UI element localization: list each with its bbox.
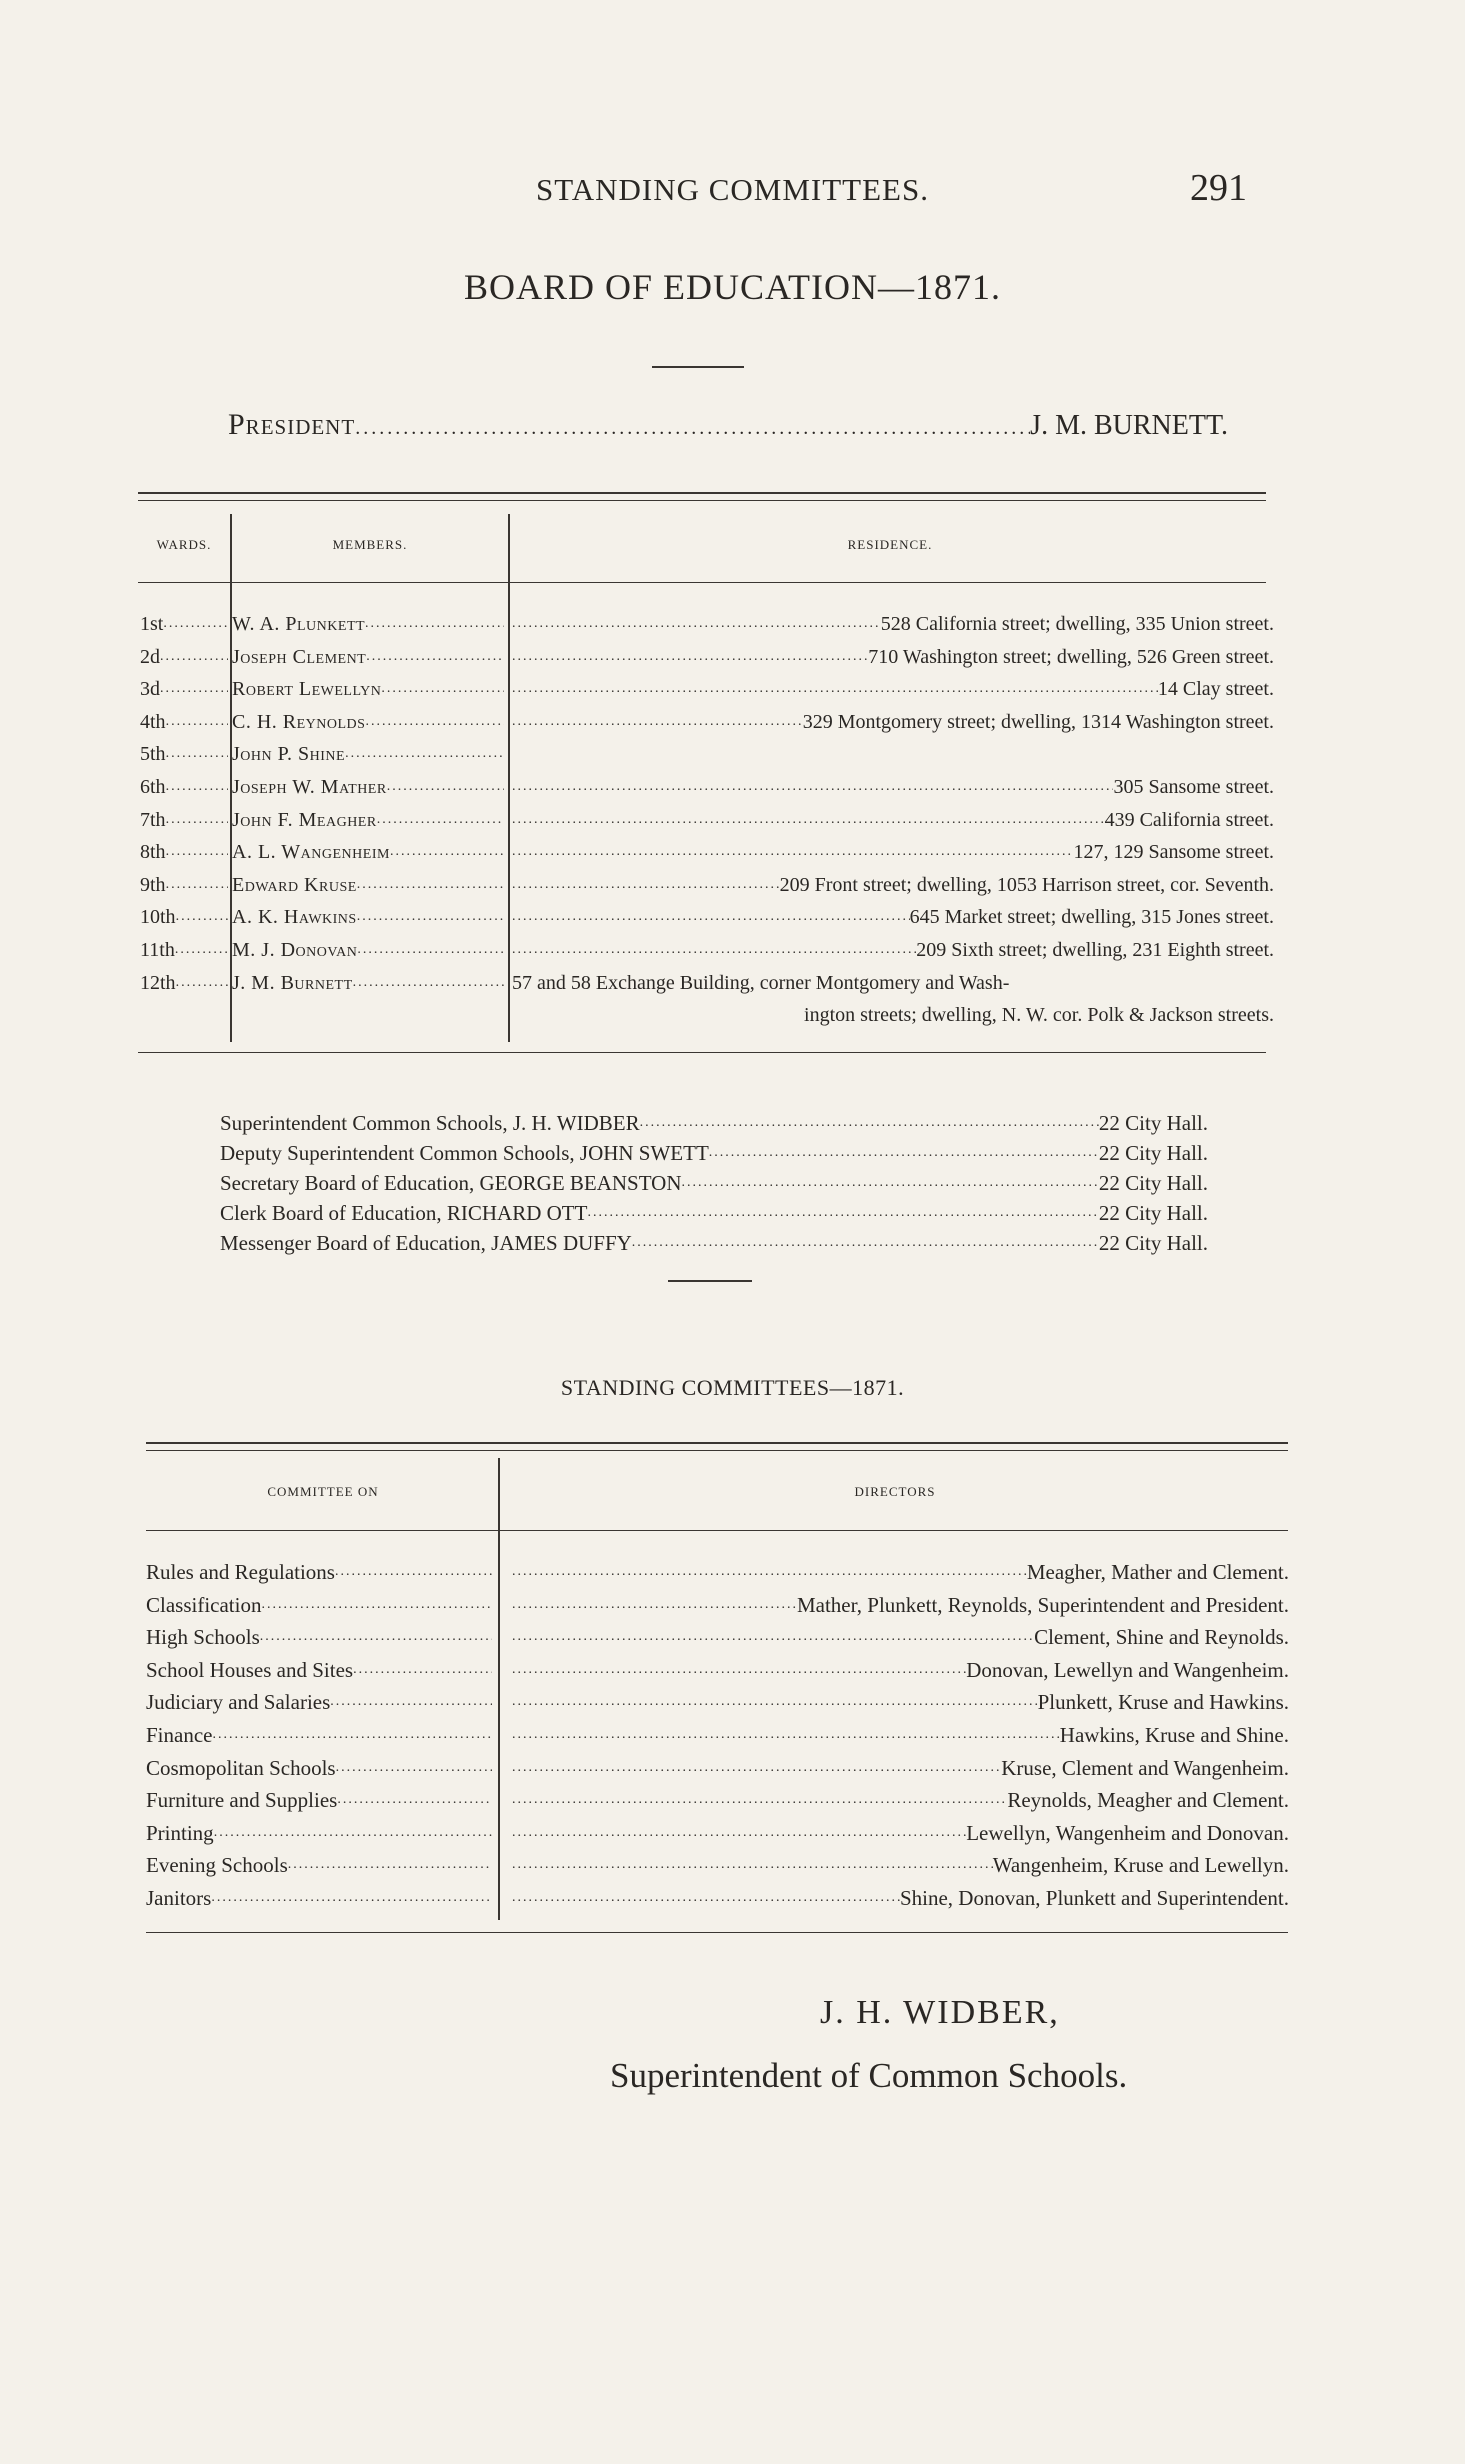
- ward-label: 1st: [140, 613, 164, 635]
- committee-name: Cosmopolitan Schools: [146, 1755, 336, 1780]
- residence-text: 14 Clay street.: [1157, 678, 1274, 701]
- residence-text: 710 Washington street; dwelling, 526 Green street.: [868, 645, 1274, 668]
- leader-dots: [632, 1228, 1099, 1258]
- leader-dots: [512, 771, 1113, 803]
- ward-label: 10th: [140, 906, 176, 929]
- committee-row: [146, 1621, 492, 1653]
- directors-names: Mather, Plunkett, Reynolds, Superintendent and President.: [796, 1592, 1289, 1617]
- ward-label: 11th: [140, 939, 175, 961]
- directors-names: Hawkins, Kruse and Shine.: [1059, 1723, 1289, 1747]
- committee-row: [146, 1589, 492, 1621]
- directors-row: [512, 1849, 1289, 1881]
- members-column-divider-2: [508, 514, 510, 1042]
- committee-row: [146, 1654, 492, 1686]
- directors-row: [512, 1784, 1289, 1816]
- officer-address: 22 City Hall.: [1098, 1231, 1208, 1255]
- page-title: BOARD OF EDUCATION—1871.: [463, 267, 1002, 307]
- leader-dots: [166, 706, 228, 738]
- leader-dots: [512, 901, 910, 933]
- leader-dots: [211, 1882, 492, 1914]
- directors-names: Plunkett, Kruse and Hawkins.: [1037, 1690, 1289, 1715]
- committee-name: Finance: [146, 1723, 213, 1747]
- leader-dots: [682, 1168, 1099, 1198]
- leader-dots: [512, 1882, 900, 1914]
- leader-dots: [709, 1138, 1099, 1168]
- members-header-residence: RESIDENCE.: [847, 537, 933, 552]
- committee-name: School Houses and Sites: [146, 1657, 354, 1682]
- table-row-residence: [512, 804, 1274, 836]
- directors-names: Donovan, Lewellyn and Wangenheim.: [966, 1657, 1289, 1682]
- residence-line-2: ington streets; dwelling, N. W. cor. Polk & Jackson streets.: [804, 1003, 1274, 1026]
- table-row-ward: [140, 901, 228, 933]
- president-name: J. M. BURNETT.: [1030, 410, 1228, 441]
- directors-row: [512, 1882, 1289, 1914]
- committees-table-top-rule: [146, 1442, 1288, 1444]
- table-row-ward: [140, 608, 228, 640]
- table-row-residence: [512, 608, 1274, 640]
- leader-dots: [512, 1589, 797, 1621]
- officer-row: [220, 1168, 1208, 1198]
- table-row-member: [232, 771, 504, 803]
- table-row-member: [232, 673, 504, 705]
- leader-dots: [357, 934, 504, 966]
- directors-names: Wangenheim, Kruse and Lewellyn.: [992, 1853, 1289, 1878]
- table-row-member: [232, 967, 504, 999]
- table-row-residence: [512, 673, 1274, 705]
- leader-dots: [377, 804, 504, 836]
- ward-label: 5th: [140, 743, 166, 766]
- leader-dots: [512, 934, 916, 966]
- officers-divider: [668, 1280, 752, 1282]
- officer-row: [220, 1228, 1208, 1258]
- leader-dots: [288, 1849, 492, 1881]
- table-row-residence: [512, 869, 1274, 901]
- member-name: John F. Meagher: [232, 808, 377, 831]
- committees-column-divider: [498, 1458, 500, 1920]
- table-row-residence: [512, 641, 1274, 673]
- member-name: W. A. Plunkett: [232, 613, 366, 635]
- ward-label: 7th: [140, 808, 166, 831]
- table-row-member: [232, 804, 504, 836]
- directors-names: Shine, Donovan, Plunkett and Superintendent.: [899, 1886, 1289, 1910]
- leader-dots: [357, 901, 504, 933]
- leader-dots: [512, 1556, 1027, 1588]
- directors-names: Meagher, Mather and Clement.: [1026, 1560, 1289, 1584]
- leader-dots: [176, 901, 228, 933]
- member-name: A. L. Wangenheim: [232, 841, 390, 864]
- committees-header-directors: DIRECTORS: [854, 1484, 936, 1499]
- committee-name: Printing: [146, 1820, 214, 1845]
- committee-name: Evening Schools: [146, 1853, 288, 1878]
- officer-row: [220, 1198, 1208, 1228]
- member-name: Joseph Clement: [232, 645, 367, 668]
- directors-row: [512, 1817, 1289, 1849]
- table-row-ward: [140, 804, 228, 836]
- residence-text: 209 Front street; dwelling, 1053 Harrison street, cor. Seventh.: [779, 873, 1274, 896]
- leader-dots: [166, 804, 228, 836]
- leader-dots: [512, 608, 881, 640]
- committee-name: High Schools: [146, 1625, 260, 1650]
- member-name: A. K. Hawkins: [232, 906, 357, 929]
- leader-dots: [176, 967, 228, 999]
- table-row-residence: [512, 836, 1274, 868]
- leader-dots: [175, 934, 228, 966]
- table-row-ward: [140, 738, 228, 770]
- residence-text: 305 Sansome street.: [1113, 776, 1274, 798]
- member-name: C. H. Reynolds: [232, 710, 366, 733]
- leader-dots: [587, 1198, 1098, 1228]
- ward-label: 2d: [140, 645, 160, 668]
- leader-dots: [366, 641, 504, 673]
- directors-names: Clement, Shine and Reynolds.: [1034, 1625, 1289, 1650]
- officer-address: 22 City Hall.: [1098, 1171, 1208, 1195]
- leader-dots: [345, 738, 504, 770]
- leader-dots: [512, 706, 803, 738]
- residence-text: 645 Market street; dwelling, 315 Jones street.: [909, 906, 1274, 929]
- table-row-member: [232, 706, 504, 738]
- officer-label: Messenger Board of Education, JAMES DUFFY: [220, 1231, 632, 1255]
- table-row-ward: [140, 934, 228, 966]
- directors-row: [512, 1686, 1289, 1718]
- ward-label: 3d: [140, 678, 160, 701]
- directors-row: [512, 1556, 1289, 1588]
- committee-name: Rules and Regulations: [146, 1560, 335, 1584]
- residence-text: 127, 129 Sansome street.: [1073, 841, 1274, 864]
- directors-row: [512, 1719, 1289, 1751]
- ward-label: 8th: [140, 841, 166, 864]
- committee-row: [146, 1882, 492, 1914]
- member-name: John P. Shine: [232, 743, 346, 766]
- leader-dots: [166, 836, 228, 868]
- directors-row: [512, 1654, 1289, 1686]
- ward-label: 4th: [140, 710, 166, 733]
- leader-dots: [214, 1817, 492, 1849]
- committee-name: Classification: [146, 1592, 262, 1617]
- table-row-residence: [512, 901, 1274, 933]
- officer-label: Clerk Board of Education, RICHARD OTT: [220, 1201, 588, 1225]
- officer-label: Superintendent Common Schools, J. H. WIDBER: [220, 1111, 640, 1135]
- leader-dots: [357, 869, 504, 901]
- president-line: [228, 408, 1228, 442]
- residence-line-1: 57 and 58 Exchange Building, corner Montgomery and Wash-: [512, 971, 1010, 994]
- officer-address: 22 City Hall.: [1098, 1201, 1208, 1225]
- leader-dots: [512, 1621, 1034, 1653]
- leader-dots: [512, 1817, 966, 1849]
- committee-row: [146, 1556, 492, 1588]
- member-name: J. M. Burnett: [232, 971, 353, 994]
- directors-names: Reynolds, Meagher and Clement.: [1007, 1788, 1289, 1813]
- leader-dots: [160, 641, 228, 673]
- members-header-rule: [138, 582, 1266, 583]
- table-row-residence: [512, 771, 1274, 803]
- table-row-ward: [140, 836, 228, 868]
- committee-row: [146, 1784, 492, 1816]
- residence-text: 439 California street.: [1104, 808, 1274, 831]
- leader-dots: [337, 1784, 492, 1816]
- members-table-bottom-rule: [138, 1052, 1266, 1053]
- leader-dots: [166, 738, 228, 770]
- leader-dots: [160, 673, 228, 705]
- committee-row: [146, 1686, 492, 1718]
- directors-row: [512, 1621, 1289, 1653]
- table-row-residence: [512, 706, 1274, 738]
- table-row-ward: [140, 771, 228, 803]
- residence-text: 528 California street; dwelling, 335 Union street.: [880, 613, 1274, 635]
- running-header-title: STANDING COMMITTEES.: [536, 172, 929, 207]
- table-row-member: [232, 738, 504, 770]
- leader-dots: [512, 836, 1073, 868]
- directors-names: Kruse, Clement and Wangenheim.: [1001, 1755, 1289, 1780]
- table-row-residence: [512, 934, 1274, 966]
- committee-row: [146, 1752, 492, 1784]
- leader-dots: [335, 1556, 492, 1588]
- leader-dots: [365, 608, 504, 640]
- ward-label: 12th: [140, 971, 176, 994]
- member-name: Robert Lewellyn: [232, 678, 382, 701]
- directors-row: [512, 1752, 1289, 1784]
- table-row-ward: [140, 967, 228, 999]
- standing-committees-title: STANDING COMMITTEES—1871.: [560, 1375, 905, 1400]
- members-header-wards: WARDS.: [156, 537, 212, 552]
- leader-dots: [330, 1686, 492, 1718]
- member-name: Joseph W. Mather: [232, 776, 387, 798]
- table-row-member: [232, 641, 504, 673]
- officer-address: 22 City Hall.: [1098, 1111, 1208, 1135]
- ward-label: 6th: [140, 776, 166, 798]
- ward-label: 9th: [140, 873, 166, 896]
- leader-dots: [261, 1589, 492, 1621]
- officer-row: [220, 1108, 1208, 1138]
- committee-name: Judiciary and Salaries: [146, 1690, 331, 1715]
- signature-name: J. H. WIDBER,: [820, 1994, 1060, 2031]
- officer-row: [220, 1138, 1208, 1168]
- committees-header-rule: [146, 1530, 1288, 1531]
- title-divider: [652, 366, 744, 368]
- leader-dots: [390, 836, 504, 868]
- leader-dots: [163, 608, 228, 640]
- committees-table-top-rule-2: [146, 1450, 1288, 1451]
- member-name: Edward Kruse: [232, 873, 357, 896]
- leader-dots: [353, 967, 504, 999]
- leader-dots: [512, 804, 1105, 836]
- leader-dots: [512, 673, 1158, 705]
- leader-dots: [381, 673, 504, 705]
- residence-text: 329 Montgomery street; dwelling, 1314 Washington street.: [802, 710, 1274, 733]
- leader-dots: [260, 1621, 492, 1653]
- directors-row: [512, 1589, 1289, 1621]
- residence-text: 209 Sixth street; dwelling, 231 Eighth street.: [916, 939, 1274, 961]
- member-name: M. J. Donovan: [232, 939, 358, 961]
- committee-row: [146, 1719, 492, 1751]
- leader-dots: [353, 1654, 492, 1686]
- table-row-member: [232, 869, 504, 901]
- committee-name: Furniture and Supplies: [146, 1788, 338, 1813]
- signature-title: Superintendent of Common Schools.: [610, 2056, 1128, 2095]
- page-number: 291: [1190, 167, 1247, 209]
- table-row-residence: [512, 967, 1274, 1031]
- president-label: President: [228, 408, 356, 441]
- leader-dots: [512, 1654, 966, 1686]
- leader-dots: [365, 706, 504, 738]
- officer-label: Deputy Superintendent Common Schools, JOHN SWETT: [220, 1141, 709, 1165]
- leader-dots: [166, 771, 228, 803]
- table-row-ward: [140, 706, 228, 738]
- leader-dots: [512, 1849, 993, 1881]
- leader-dots: [166, 869, 228, 901]
- leader-dots: [512, 1784, 1007, 1816]
- table-row-ward: [140, 673, 228, 705]
- officer-label: Secretary Board of Education, GEORGE BEANSTON: [220, 1171, 682, 1195]
- table-row-ward: [140, 869, 228, 901]
- leader-dots: [387, 771, 504, 803]
- leader-dots: [336, 1752, 492, 1784]
- table-row-member: [232, 901, 504, 933]
- directors-names: Lewellyn, Wangenheim and Donovan.: [966, 1820, 1289, 1845]
- officer-address: 22 City Hall.: [1098, 1141, 1208, 1165]
- leader-dots: [512, 1752, 1001, 1784]
- table-row-member: [232, 608, 504, 640]
- committees-header-committee: COMMITTEE ON: [267, 1484, 379, 1499]
- committee-row: [146, 1849, 492, 1881]
- committee-row: [146, 1817, 492, 1849]
- committees-table-bottom-rule: [146, 1932, 1288, 1933]
- members-header-members: MEMBERS.: [332, 537, 408, 552]
- table-row-ward: [140, 641, 228, 673]
- leader-dots: [640, 1108, 1099, 1138]
- committee-name: Janitors: [146, 1886, 212, 1910]
- leader-dots: [212, 1719, 492, 1751]
- leader-dots: [512, 869, 780, 901]
- leader-dots: [355, 417, 1030, 440]
- leader-dots: [512, 1686, 1038, 1718]
- members-table-top-rule-2: [138, 500, 1266, 501]
- members-table-top-rule: [138, 492, 1266, 494]
- table-row-member: [232, 934, 504, 966]
- leader-dots: [512, 641, 868, 673]
- leader-dots: [512, 1719, 1060, 1751]
- table-row-member: [232, 836, 504, 868]
